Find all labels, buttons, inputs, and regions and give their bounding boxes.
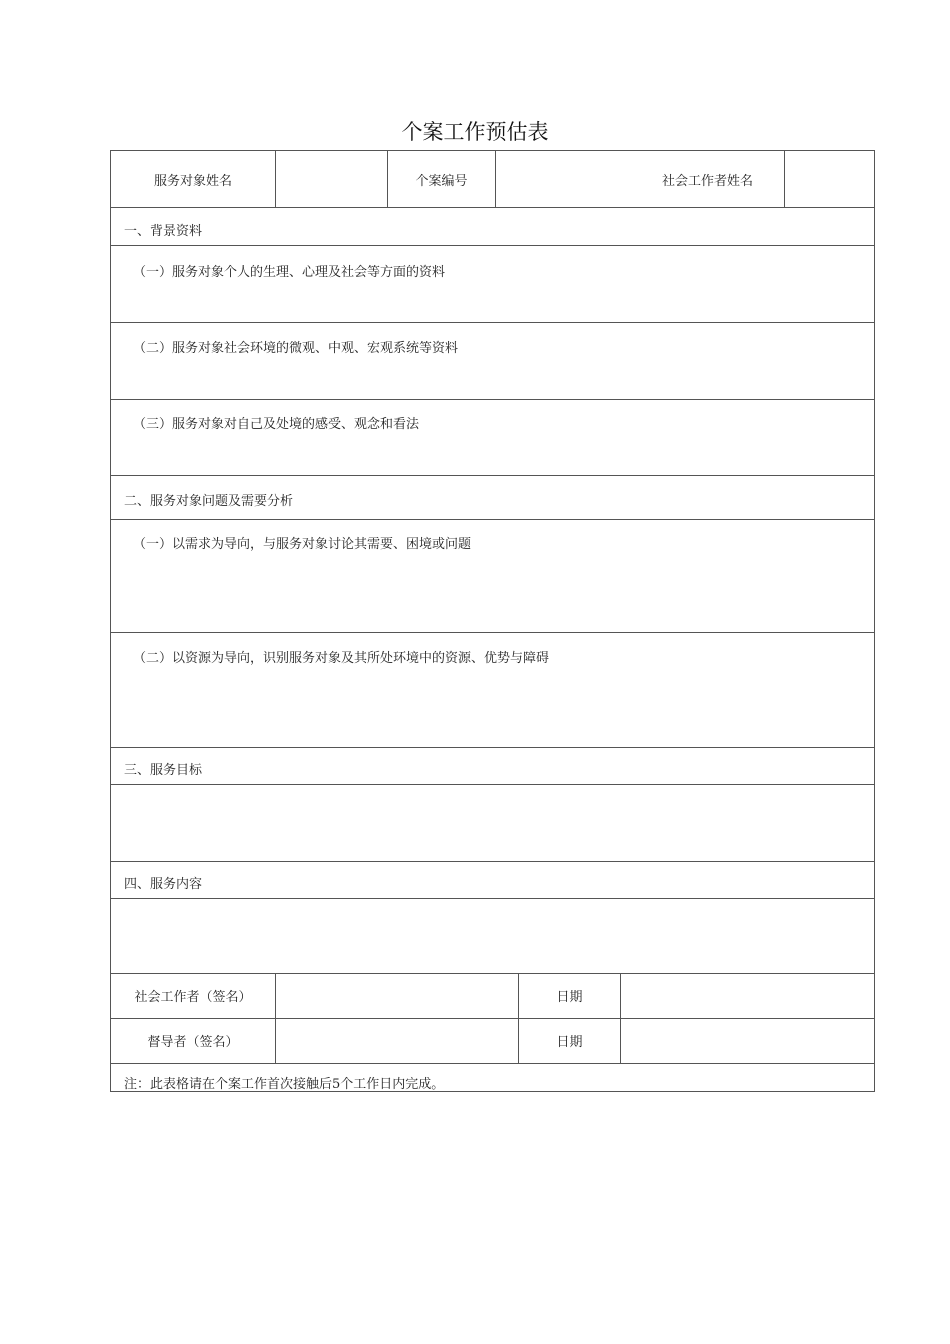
- supervisor-date-field[interactable]: [621, 1019, 874, 1063]
- divider: [111, 632, 874, 633]
- background-sub1-label: （一）服务对象个人的生理、心理及社会等方面的资料: [133, 265, 446, 280]
- client-name-label: 服务对象姓名: [153, 173, 232, 189]
- worker-date-label: 日期: [556, 990, 583, 1005]
- divider: [111, 861, 874, 862]
- worker-date-field[interactable]: [621, 974, 874, 1018]
- supervisor-signature-label: 督导者（签名）: [147, 1035, 239, 1050]
- worker-name-label: 社会工作者姓名: [661, 173, 753, 189]
- background-sub3-field[interactable]: [111, 433, 874, 474]
- divider: [111, 322, 874, 323]
- section-goals-heading: 三、服务目标: [124, 763, 203, 778]
- divider: [111, 1063, 874, 1064]
- content-field[interactable]: [111, 899, 874, 973]
- analysis-sub2-field[interactable]: [111, 667, 874, 746]
- divider: [111, 519, 874, 520]
- section-content-heading: 四、服务内容: [124, 877, 203, 892]
- supervisor-signature-field[interactable]: [276, 1019, 518, 1063]
- goals-field[interactable]: [111, 785, 874, 860]
- worker-signature-label: 社会工作者（签名）: [134, 990, 252, 1005]
- worker-signature-field[interactable]: [276, 974, 518, 1018]
- background-sub2-field[interactable]: [111, 357, 874, 398]
- case-number-label: 个案编号: [415, 173, 468, 189]
- analysis-sub1-field[interactable]: [111, 553, 874, 631]
- divider: [111, 747, 874, 748]
- background-sub2-label: （二）服务对象社会环境的微观、中观、宏观系统等资料: [133, 341, 459, 356]
- supervisor-date-label: 日期: [556, 1035, 583, 1050]
- background-sub3-label: （三）服务对象对自己及处境的感受、观念和看法: [133, 417, 420, 432]
- case-number-field[interactable]: [496, 151, 646, 207]
- analysis-sub1-label: （一）以需求为导向，与服务对象讨论其需要、困境或问题: [133, 537, 472, 552]
- background-sub1-field[interactable]: [111, 281, 874, 321]
- divider: [111, 245, 874, 246]
- section-background-heading: 一、背景资料: [124, 224, 203, 239]
- section-analysis-heading: 二、服务对象问题及需要分析: [124, 494, 294, 509]
- worker-name-field[interactable]: [785, 151, 875, 207]
- analysis-sub2-label: （二）以资源为导向，识别服务对象及其所处环境中的资源、优势与障碍: [133, 651, 550, 666]
- divider: [111, 399, 874, 400]
- client-name-field[interactable]: [276, 151, 387, 207]
- divider: [111, 475, 874, 476]
- page-title: 个案工作预估表: [401, 120, 549, 144]
- divider: [111, 207, 874, 208]
- assessment-form: [110, 150, 875, 1092]
- form-note: 注：此表格请在个案工作首次接触后5个工作日内完成。: [124, 1077, 445, 1091]
